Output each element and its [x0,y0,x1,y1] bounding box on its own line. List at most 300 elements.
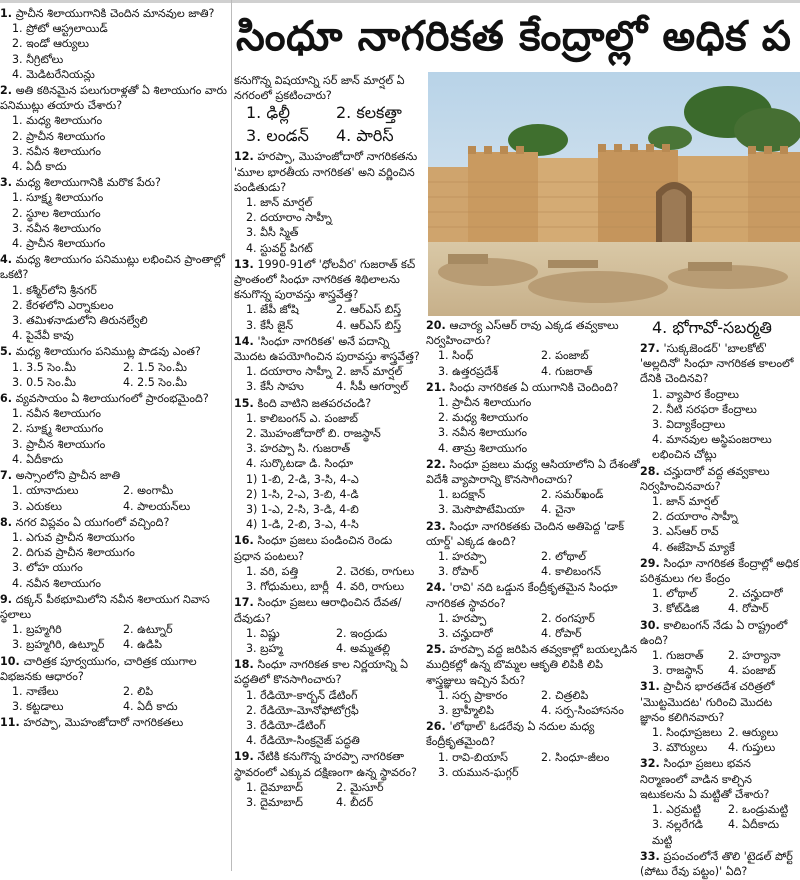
answer-option: 4. పైవేవీ కావు [12,329,74,343]
question-text [640,756,800,802]
answer-option: 4. కాలిబంగన్ [541,565,602,579]
question-item [426,580,640,641]
question-number: 8. [0,515,16,529]
question-item [234,257,422,333]
answer-option: 4. రేడియో-సింక్రనైజ్ పద్ధతి [246,734,360,748]
answer-option: 2. ఆర్‌ఎస్ బిస్త్ [336,303,402,317]
answer-option: 3. రోపార్ [438,565,479,579]
question-text [640,464,800,494]
question-item [640,756,800,847]
answer-option: 4. తామ్ర శిలాయుగం [438,441,528,455]
question-text [426,719,640,749]
question-number: 6. [0,392,16,406]
answer-option: 2. ఆర్యులు [728,726,779,740]
question-column-3 [426,318,640,781]
question-prompt: సింధూ నాగరికతకు చెందిన అతిపెద్ద 'డాక్ యార్డ్' ఎక్కడ ఉంది? [426,519,625,548]
answer-option: 3. ఎస్ఆర్ రావ్ [652,525,719,539]
question-prompt: ప్రాచీన శిలాయుగానికి చెందిన మానవుల జాతి? [15,7,215,20]
answer-option: 3. నవీన శిలాయుగం [438,426,528,440]
answer-option: 3. 0.5 సెం.మీ [12,375,76,389]
answer-options [640,387,800,463]
answer-option: 2. హర్యానా [728,649,781,663]
answer-option: 1. నాణేలు [12,684,59,698]
answer-option: 3. చన్హుదారో [438,627,493,641]
question-prompt: ప్రపంచంలోనే తొలి 'టైడల్ పోర్ట్ (పోటు రేవు పట్టం)' ఏది? [640,849,793,878]
question-prompt: సింధూ ప్రజలు భవన నిర్మాణంలో వాడిన కాల్చిన ఇటుకలను ఏ మట్టితో చేశారు? [640,757,770,801]
question-number: 28. [640,464,664,478]
question-text [640,556,800,586]
answer-option: 3. నల్లరేగడి మట్టి [652,818,704,847]
answer-options [426,549,640,579]
question-item [426,719,640,780]
answer-options [640,586,800,616]
question-text [234,334,422,364]
answer-option: 4) 1-డి, 2-బి, 3-ఎ, 4-సి [246,518,359,532]
answer-option: 2. లిపి [123,684,154,698]
question-prompt: ప్రాచీన భారతదేశ చరిత్రలో 'మొట్టమొదట' గురించి మొదట జ్ఞానం కలిగినవారు? [640,680,775,724]
question-number: 9. [0,592,16,606]
question-number: 26. [426,720,450,734]
answer-option: 1. ప్రోటో ఆస్ట్రలాయిడ్ [12,22,108,36]
question-number: 7. [0,469,16,483]
question-item [640,341,800,463]
question-text [234,257,422,303]
answer-option: 4. సీపీ ఆగర్వాల్ [336,380,408,394]
answer-option: 4. మెడిటరేనియన్లు [12,67,95,81]
answer-option: 1. దయారాం సాహ్నీ [246,365,332,379]
question-item [234,533,422,594]
question-item [0,515,230,591]
question-item [426,380,640,456]
question-item [0,6,230,82]
answer-option: 1. దైమాబాద్ [246,780,303,794]
answer-option: 3. లండన్ [246,126,309,146]
question-number: 22. [426,457,450,471]
answer-option: 2. స్థూల శిలాయుగం [12,206,101,220]
answer-option: 4. చైనా [541,503,576,517]
answer-option: 2. ఉట్నూర్ [123,623,173,637]
question-prompt: నేటికి కనుగొన్న హరప్పా నాగరికతా స్థావరంలో ఎక్కువ దక్షిణంగా ఉన్న స్థావరం? [234,750,417,779]
answer-option: 1. రావి-బియాస్ [438,750,508,764]
answer-options [640,725,800,755]
answer-option: 3. యమున-ఘగ్గర్ [438,765,519,779]
answer-option: 3. నవీన శిలాయుగం [12,221,102,235]
answer-options [640,494,800,555]
question-number: 19. [234,750,258,764]
question-prompt: 1990-91లో 'ధోలవీర' గుజరాత్ కచ్ ప్రాంతంలో సింధూ నాగరికత శిథిలాలను కనుగొన్న పురావస్తు శాస్త్రవేత్త? [234,257,416,302]
question-item [0,391,230,467]
question-item [234,657,422,748]
question-item [234,749,422,810]
answer-option: 2. రేడియో-మోనోఫోటోగ్రఫీ [246,703,359,717]
question-prompt: సింధూ ప్రజలు మధ్య ఆసియాలోని ఏ దేశంతో విదేశీ వ్యాపారాన్ని కొనసాగించారు? [426,457,640,487]
question-text [426,580,640,610]
answer-option: 1) 1-బి, 2-డి, 3-సి, 4-ఎ [246,472,359,486]
question-item [0,83,230,174]
question-prompt: హరప్పా, మొహంజోదారో నాగరికతలు [23,716,184,730]
answer-option: 4. బీదర్ [336,795,374,809]
answer-options [426,395,640,456]
question-prompt: వ్యవసాయం ఏ శిలాయుగంలో ప్రారంభమైంది? [15,392,209,406]
question-number: 32. [640,757,664,771]
question-number: 16. [234,534,258,548]
answer-option: 4. ఏదీ కాదు [12,160,67,174]
answer-options [640,802,800,848]
answer-option: 2. లోథాల్ [541,550,586,564]
question-number: 10. [0,654,24,668]
question-text [426,318,640,348]
answer-option: 4. పంజాబ్ [728,664,776,678]
question-prompt: మధ్య శిలాయుగం పనిముట్లు లభించిన ప్రాంతాల్లో ఒకటి? [0,253,225,282]
answer-options [0,622,230,652]
question-item [0,468,230,514]
answer-option: 3. గోధుమలు, బార్లీ [246,580,329,594]
question-text [640,341,800,387]
answer-option: 1. 3.5 సెం.మీ [12,360,76,374]
question-number: 11. [0,716,24,730]
answer-option: 1. సర్ప ప్రాకారం [438,688,508,702]
answer-option: 3. బ్రహ్మ [246,641,283,655]
question-text [640,679,800,725]
answer-option: 2. జాన్ మార్షల్ [336,365,403,379]
question-text [234,533,422,563]
answer-option: 4. ఏదీ కాదు [123,700,178,714]
page-headline: సింధూ నాగరికత కేంద్రాల్లో అధిక ప [236,12,792,60]
answer-option: 1. గుజరాత్ [652,649,704,663]
question-prompt: 'రావి' నది ఒడ్డున కేంద్రీకృతమైన సింధూ నాగరికత స్థావరం? [426,581,618,610]
question-prompt: చారిత్రక పూర్వయుగం, చారిత్రక యుగాల విభజనకు ఆధారం? [0,654,197,683]
answer-option: 2. అంగామీ [123,484,174,498]
answer-option: 3. నవీన శిలాయుగం [12,144,102,158]
answer-option: 2. దయారాం సాహ్నీ [652,510,738,524]
question-number: 3. [0,176,16,190]
question-prompt: కింది వాటిని జతపరచండి? [257,396,372,410]
answer-option: 4. రోపార్ [541,627,582,641]
answer-option: 3. మౌర్యులు [652,741,708,755]
question-text [234,396,422,411]
answer-option: 2. ఇంద్రుడు [336,626,388,640]
answer-option: 4. గుప్తులు [728,741,776,755]
question-item [234,149,422,255]
question-item [426,318,640,379]
question-text [640,849,800,879]
answer-option: 2. ఒండ్రుమట్టి [728,803,789,817]
question-number: 1. [0,7,16,20]
answer-option: 4. స్టువర్ట్ పిగట్ [246,241,313,255]
answer-option: 4. ఈజేహెచ్ మ్యాకే [652,540,735,554]
answer-option: 4. వరి, రాగులు [336,580,405,594]
answer-option: 3. బ్రాహ్మీలిపి [438,704,494,718]
answer-option: 2. దిగువ ప్రాచీన శిలాయుగం [12,546,135,560]
answer-option: 3. విద్యాకేంద్రాలు [652,418,726,432]
answer-options [426,688,640,718]
question-prompt: అతి కఠినమైన పలుగురాళ్లతో ఏ శిలాయుగం వారు పనిముట్లు తయారు చేశారు? [0,84,227,113]
answer-option: 2. మధ్య శిలాయుగం [438,411,529,425]
answer-option: 1. ఎర్రమట్టి [652,803,701,817]
question-text [426,380,640,395]
answer-option: 1. లోథాల్ [652,587,697,601]
question-prompt: కాలిబంగన్ నేడు ఏ రాష్ట్రంలో ఉంది? [640,618,788,647]
answer-option: 2. మైసూర్ [336,780,384,794]
continued-question-text: కనుగొన్న విషయాన్ని సర్ జాన్ మార్షల్ ఏ నగరంలో ప్రకటించారు? [234,74,405,103]
answer-option: 2. 1.5 సెం.మీ [123,360,187,374]
answer-option: 1. జేపీ జోషి [246,303,299,317]
answer-option: 3. ఉత్తరప్రదేశ్ [438,364,498,378]
answer-options [0,190,230,251]
answer-options [234,626,422,656]
question-column-1 [0,6,230,732]
question-prompt: దక్కన్ పీఠభూమిలోని నవీన శిలాయుగ నివాస స్థలాలు [0,592,210,621]
question-prompt: చన్హుదారో వద్ద తవ్వకాలు నిర్వహించినవారు? [640,464,770,493]
question-number: 21. [426,380,450,394]
question-text [0,515,230,530]
question-number: 14. [234,334,258,348]
question-text [234,657,422,687]
answer-option: 3. కేసీ సాహు [246,380,304,394]
answer-option: 4. సర్ప-సింహాసనం [541,704,624,718]
question-item [0,252,230,343]
question-item [0,654,230,715]
answer-option: 3. కేసీ జైన్ [246,318,294,332]
answer-option: 4. మానవుల అస్థిపంజరాలు లభించిన చోట్లు [652,433,772,462]
answer-option: 4. ఉడిపి [123,638,163,652]
question-text [0,344,230,359]
question-text [234,749,422,779]
answer-options [234,411,422,533]
answer-option: 2. సింధూ-జీలం [541,750,610,764]
question-number: 31. [640,680,664,694]
question-text [0,715,230,730]
answer-option: 1. కాలిబంగన్ ఎ. పంజాబ్ [246,411,358,425]
answer-option: 2. చన్హుదారో [728,587,783,601]
answer-option: 1. హరప్పా [438,611,487,625]
top-rule [0,0,800,3]
question-number: 4. [0,253,16,267]
answer-options [234,364,422,394]
answer-option: 2. నీటి సరఫరా కేంద్రాలు [652,402,757,416]
question-number: 13. [234,257,258,271]
answer-options [0,360,230,390]
answer-option: 1. ఎగువ ప్రాచీన శిలాయుగం [12,530,135,544]
question-number: 5. [0,345,16,359]
answer-option: 4. భోగావో-సబర్మతి [652,318,772,337]
answer-option: 3. ఎరుకలు [12,499,62,513]
answer-option: 1. జాన్ మార్షల్ [652,495,719,509]
question-item [640,464,800,555]
answer-option: 1. ప్రాచీన శిలాయుగం [438,396,532,410]
answer-option: 2. మొహంజోదారో బి. రాజస్థాన్ [246,427,381,441]
answer-options [234,195,422,256]
question-prompt: అస్సాంలోని ప్రాచీన జాతి [15,469,121,483]
answer-options [234,688,422,749]
question-item [640,679,800,755]
answer-option: 3. మెసొపొటేమియా [438,503,525,517]
answer-option: 1. ఢిల్లీ [246,103,290,123]
answer-option: 3. ప్రాచీన శిలాయుగం [12,437,106,451]
answer-option: 1. బ్రహ్మగిరి [12,623,62,637]
question-prompt: 'లోథాల్' ఓడరేవు ఏ నదుల మధ్య కేంద్రీకృతమైంది? [426,720,595,749]
answer-options [234,302,422,332]
answer-option: 1. రేడియో-కార్బన్ డేటింగ్ [246,688,358,702]
answer-option: 4. పాలయన్‌లు [123,499,191,513]
question-number: 12. [234,150,258,164]
answer-option: 4. ఏదీకాదు [728,818,780,832]
answer-option: 4. పారిస్ [336,126,394,146]
question-number: 33. [640,849,664,863]
answer-option: 3. దైమాబాద్ [246,795,303,809]
answer-option: 2. పంజాబ్ [541,349,589,363]
question-prompt: 'సింధూ నాగరికత' అనే పదాన్ని మొదట ఉపయోగించిన పురావస్తు శాస్త్రవేత్త? [234,334,420,364]
question-item [0,344,230,390]
answer-options [0,483,230,513]
answer-option: 2. రంగపూర్ [541,611,595,625]
answer-option: 1. హరప్పా [438,550,487,564]
question-prompt: నగర విప్లవం ఏ యుగంలో వచ్చింది? [15,515,170,529]
question-item [234,334,422,395]
question-prompt: 'సుక్కజెండర్' 'బాలకోట్' 'అల్లదినో' సింధూ నాగరికత కాలంలో దేనికి చెందినవి? [640,342,794,386]
answer-option: 3. హరప్పా సి. గుజరాత్ [246,442,351,456]
question-column-4 [640,318,800,880]
answer-options [426,487,640,517]
question-number: 23. [426,519,450,533]
answer-option: 2. దయారాం సాహ్నీ [246,211,332,225]
answer-option: 3. కట్టడాలు [12,700,64,714]
question-text [426,457,640,487]
question-number: 29. [640,556,664,570]
answer-option: 4. అమ్మతల్లి [336,641,391,655]
question-prompt: సింధూ నాగరికత కేంద్రాల్లో అధిక పరిశ్రమలు గల కేంద్రం [640,556,799,586]
question-item [426,457,640,518]
continued-options [234,103,422,149]
answer-options [234,780,422,810]
answer-option: 2. ప్రాచీన శిలాయుగం [12,129,106,143]
answer-options [234,564,422,594]
question-number: 27. [640,342,664,355]
question-text [0,592,230,622]
question-text [640,618,800,648]
question-item [640,849,800,879]
column-divider [231,0,232,871]
question-text [426,519,640,549]
question-item [426,519,640,580]
answer-option: 3. రాజస్థాన్ [652,664,704,678]
answer-options [0,283,230,344]
question-column-2 [234,73,422,811]
answer-option: 1. జాన్ మార్షల్ [246,196,313,210]
question-text [234,595,422,625]
answer-option: 4. ఏదీకాదు [12,452,64,466]
question-item [640,556,800,617]
question-item [426,642,640,718]
question-text [0,654,230,684]
question-prompt: హరప్పా వద్ద జరిపిన తవ్వకాల్లో బయల్పడిన ముద్రికల్లో ఉన్న బొమ్మల ఆకృతి లిపికి లిపి శాస్త్రజ్ఞులు ఇచ్చిన పేరు? [426,643,638,687]
answer-option: 1. కశ్మీర్‌లోని శ్రీనగర్ [12,283,97,297]
question-prompt: ఆచార్య ఎస్ఆర్ రావు ఎక్కడ తవ్వకాలు నిర్వహించారు? [426,319,619,348]
answer-option: 1. సింధూప్రజలు [652,726,723,740]
question-number: 17. [234,596,258,610]
question-prompt: సింధూ ప్రజలు పండించిన రెండు ప్రధాన పంటలు? [234,534,393,563]
answer-options [426,611,640,641]
answer-option: 2) 1-సి, 2-ఎ, 3-బి, 4-డి [246,487,359,501]
answer-options [0,113,230,174]
continued-options [640,318,800,341]
answer-option: 3. కోట్‌డిజి [652,602,700,616]
question-number: 15. [234,396,258,410]
answer-option: 4. నవీన శిలాయుగం [12,576,102,590]
question-text [0,252,230,282]
answer-option: 2. సూక్ష్మ శిలాయుగం [12,422,104,436]
answer-options [0,684,230,714]
answer-options [426,750,640,780]
answer-options [0,21,230,82]
answer-option: 1. సూక్ష్మ శిలాయుగం [12,191,104,205]
question-item [0,715,230,730]
answer-option: 3. లోహ యుగం [12,561,83,575]
question-text [0,175,230,190]
answer-option: 4. ప్రాచీన శిలాయుగం [12,237,106,251]
question-prompt: హరప్పా, మొహంజోదారో నాగరికతను 'మూల భారతీయ నాగరికత' అని వర్ణించిన పండితుడు? [234,150,418,194]
question-item [0,592,230,653]
answer-option: 4. గుజరాత్ [541,364,593,378]
answer-option: 1. వరి, పత్తి [246,564,299,578]
question-number: 2. [0,84,16,98]
question-prompt: మధ్య శిలాయుగానికి మరొక పేరు? [15,176,161,190]
answer-options [0,530,230,591]
answer-option: 3. తమిళనాడులోని తిరునల్వేలి [12,314,148,328]
answer-option: 3) 1-ఎ, 2-సి, 3-డి, 4-బి [246,503,359,517]
question-number: 20. [426,319,450,332]
question-prompt: మధ్య శిలాయుగం పనిముట్ల పొడవు ఎంత? [15,345,201,359]
question-number: 30. [640,618,664,632]
ruins-photo [428,72,800,316]
answer-option: 2. ఇండో ఆర్యులు [12,37,90,51]
answer-option: 1. సింధ్ [438,349,474,363]
answer-option: 1. నవీన శిలాయుగం [12,407,102,421]
question-text [0,83,230,113]
question-text [426,642,640,688]
answer-option: 1. యానాదులు [12,484,79,498]
answer-option: 3. నీగ్రిటోలు [12,52,64,66]
question-item [234,595,422,656]
answer-option: 3. వీసీ స్మిత్ [246,226,299,240]
answer-option: 2. కలకత్తా [336,103,402,123]
question-prompt: సింధు నాగరికత ఏ యుగానికి చెందింది? [449,380,619,394]
question-text [0,6,230,21]
answer-option: 1. వ్యాపార కేంద్రాలు [652,387,740,401]
question-text [0,391,230,406]
question-text [234,149,422,195]
question-number: 18. [234,658,258,672]
question-prompt: సింధూ నాగరికత కాల నిర్ణయాన్ని ఏ పద్ధతిలో కొనసాగించారు? [234,658,409,687]
answer-options [0,406,230,467]
question-number: 25. [426,643,450,657]
question-text [0,468,230,483]
answer-option: 2. చెరకు, రాగులు [336,564,415,578]
question-prompt: సింధూ ప్రజలు ఆరాధించిన దేవత/దేవుడు? [234,596,402,625]
answer-options [426,348,640,378]
answer-option: 2. కేరళలోని ఎర్నాకులం [12,298,114,312]
question-item [640,618,800,679]
answer-option: 3. రేడియో-డేటింగ్ [246,718,326,732]
question-number: 24. [426,581,450,595]
question-item [0,175,230,251]
question-item [234,396,422,533]
answer-option: 4. 2.5 సెం.మీ [123,375,187,389]
answer-options [640,648,800,678]
answer-option: 1. మధ్య శిలాయుగం [12,114,103,128]
answer-option: 4. సుర్కొటడా డి. సింధూ [246,457,354,471]
answer-option: 2. చిత్రలిపి [541,688,589,702]
